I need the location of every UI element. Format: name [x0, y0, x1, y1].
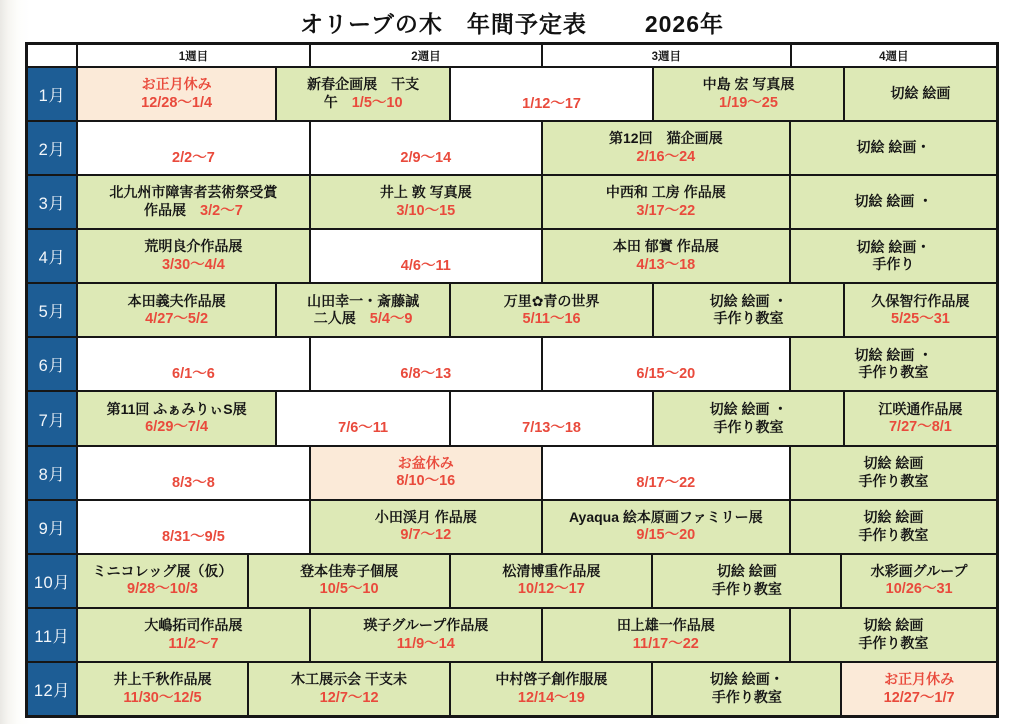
event-date: 10/5～10 [319, 581, 379, 598]
event-title-date-line [324, 94, 403, 112]
event-cell [76, 68, 275, 120]
event-title: Ayaqua 絵本原画ファミリー展 [568, 508, 763, 525]
event-title: 切絵 絵画 ・ [854, 193, 933, 210]
event-title: 手作り [872, 256, 915, 273]
event-date: 5/11～16 [522, 311, 581, 328]
event-date: 10/26～31 [885, 581, 953, 598]
event-cell [449, 284, 652, 336]
event-date: 3/2～7 [200, 202, 243, 219]
event-title: 切絵 絵画・ [709, 671, 784, 688]
event-cell [651, 663, 840, 715]
event-title: ミニコレッグ展（仮） [92, 562, 233, 579]
page-title-year: 2026年 [644, 11, 725, 37]
event-date: 2/2～7 [172, 150, 215, 167]
event-cell [309, 501, 541, 553]
event-title: 手作り教室 [713, 418, 784, 435]
event-title: 手作り教室 [858, 364, 929, 381]
event-title: 手作り教室 [858, 526, 929, 543]
event-cell [541, 230, 789, 282]
event-cell [76, 338, 309, 390]
event-cell [789, 230, 996, 282]
event-cell [789, 338, 996, 390]
event-date: 2/16～24 [636, 148, 696, 165]
event-title: 切絵 絵画 [863, 509, 924, 526]
event-title: 作品展 [144, 201, 187, 218]
event-date: 12/7～12 [319, 689, 379, 706]
event-title: 手作り教室 [858, 634, 929, 651]
week-header-3: 3週目 [541, 45, 790, 66]
event-title: 中村啓子創作服展 [495, 671, 608, 688]
event-cell [449, 68, 652, 120]
event-cell [309, 447, 541, 499]
event-title: 木工展示会 干支未 [291, 671, 408, 688]
event-title: 久保智行作品展 [871, 292, 970, 309]
event-cell [76, 392, 275, 444]
event-cell [247, 555, 449, 607]
event-cell [449, 555, 651, 607]
event-title: 登本佳寿子個展 [300, 562, 399, 579]
month-row [28, 392, 996, 446]
event-title: 手作り教室 [711, 580, 782, 597]
header-corner-cell [28, 45, 76, 66]
event-cell [541, 501, 789, 553]
event-title: 切絵 絵画 [716, 563, 777, 580]
event-title: 切絵 絵画 ・ [709, 292, 788, 309]
event-date: 2/9～14 [400, 150, 452, 167]
event-date: 3/10～15 [396, 202, 456, 219]
event-cell [651, 555, 840, 607]
event-date: 1/5～10 [351, 94, 403, 111]
event-cell [789, 176, 996, 228]
event-cell [843, 284, 996, 336]
month-row [28, 609, 996, 663]
event-cell [247, 663, 449, 715]
event-date: 9/15～20 [636, 527, 696, 544]
month-row [28, 230, 996, 284]
event-title: お正月休み [141, 76, 212, 93]
month-label: 5月 [28, 284, 76, 336]
month-label: 4月 [28, 230, 76, 282]
event-date: 8/17～22 [636, 474, 696, 491]
event-title: 大嶋拓司作品展 [144, 617, 243, 633]
event-cell [309, 122, 541, 174]
page-title-text: オリーブの木 年間予定表 [299, 11, 587, 37]
event-cell [789, 609, 996, 661]
event-title: 井上 敦 写真展 [379, 184, 472, 201]
event-cell [789, 447, 996, 499]
month-label: 10月 [28, 555, 76, 607]
page-title [0, 6, 1024, 39]
event-date: 1/12～17 [522, 95, 581, 112]
event-date: 7/27～8/1 [888, 419, 952, 436]
month-label: 12月 [28, 663, 76, 715]
event-cell [275, 284, 449, 336]
event-date: 8/10～16 [396, 473, 456, 490]
event-date: 11/30～12/5 [123, 689, 202, 706]
month-label: 8月 [28, 447, 76, 499]
event-cell [652, 284, 843, 336]
event-cell [275, 68, 449, 120]
event-title: 手作り教室 [858, 472, 929, 489]
event-date: 3/17～22 [636, 202, 696, 219]
event-date: 12/14～19 [517, 689, 585, 706]
event-title: 松清博重作品展 [502, 562, 601, 579]
event-title: 切絵 絵画 [890, 85, 951, 102]
month-label: 3月 [28, 176, 76, 228]
event-cell [76, 230, 309, 282]
event-date: 1/19～25 [719, 94, 778, 111]
event-date: 4/6～11 [400, 258, 451, 275]
event-cell [840, 555, 996, 607]
month-row [28, 555, 996, 609]
event-title: 田上雄一作品展 [616, 617, 715, 633]
event-title: 江咲通作品展 [878, 400, 963, 417]
event-date: 9/7～12 [400, 527, 452, 544]
event-cell [76, 501, 309, 553]
event-title: 切絵 絵画 [863, 617, 924, 634]
event-cell [76, 447, 309, 499]
event-title: 瑛子グループ作品展 [363, 617, 489, 633]
event-title-date-line [144, 202, 243, 220]
month-label: 7月 [28, 392, 76, 444]
month-label: 6月 [28, 338, 76, 390]
event-date: 7/13～18 [522, 420, 581, 437]
event-cell [789, 501, 996, 553]
event-date: 6/15～20 [636, 366, 696, 383]
event-date: 10/12～17 [517, 581, 585, 598]
event-title: 第12回 猫企画展 [609, 130, 723, 147]
month-label: 9月 [28, 501, 76, 553]
event-cell [789, 122, 996, 174]
event-cell [541, 122, 789, 174]
event-title: 第11回 ふぁみりぃS展 [106, 400, 247, 417]
event-title: 手作り教室 [713, 310, 784, 327]
event-title: 井上千秋作品展 [113, 671, 212, 688]
event-title: お盆休み [397, 454, 454, 471]
event-date: 7/6～11 [338, 420, 389, 437]
event-cell [309, 609, 541, 661]
event-cell [275, 392, 449, 444]
event-title: 切絵 絵画・ [856, 139, 931, 156]
week-header-row [28, 45, 996, 68]
month-row [28, 501, 996, 555]
event-cell [309, 176, 541, 228]
event-title: 切絵 絵画・ [856, 238, 931, 255]
event-cell [840, 663, 996, 715]
event-date: 11/17～22 [632, 635, 699, 652]
event-date: 5/4～9 [369, 311, 413, 328]
event-title: 北九州市障害者芸術祭受賞 [109, 184, 278, 201]
event-title: 小田渓月 作品展 [374, 508, 477, 525]
event-cell [76, 284, 275, 336]
event-cell [541, 338, 789, 390]
event-cell [652, 392, 843, 444]
month-row [28, 338, 996, 392]
month-row [28, 122, 996, 176]
event-title: 本田義夫作品展 [127, 292, 226, 309]
event-date: 4/13～18 [636, 256, 696, 273]
event-date: 12/28～1/4 [141, 94, 213, 111]
event-title: 本田 郁實 作品展 [612, 238, 719, 255]
event-title: 中島 宏 写真展 [702, 76, 795, 93]
event-date: 9/28～10/3 [127, 581, 198, 598]
event-date: 8/31～9/5 [161, 528, 225, 545]
event-cell [76, 122, 309, 174]
event-title: お正月休み [884, 671, 955, 688]
event-title: 山田幸一・斎藤誠 [307, 292, 420, 309]
event-date: 12/27～1/7 [883, 689, 955, 706]
event-date: 8/3～8 [172, 474, 215, 491]
event-cell [309, 338, 541, 390]
event-date: 6/29～7/4 [145, 419, 209, 436]
event-title: 切絵 絵画 [863, 455, 924, 472]
event-cell [652, 68, 843, 120]
month-row [28, 284, 996, 338]
event-title: 水彩画グループ [870, 562, 968, 579]
event-cell [449, 663, 651, 715]
event-date: 4/27～5/2 [145, 311, 209, 328]
event-cell [541, 447, 789, 499]
month-label: 11月 [28, 609, 76, 661]
week-header-2: 2週目 [309, 45, 541, 66]
event-date: 5/25～31 [891, 311, 950, 328]
event-date: 6/8～13 [400, 366, 452, 383]
event-title: 午 [323, 93, 338, 110]
event-title: 二人展 [313, 310, 356, 327]
event-date: 11/9～14 [396, 635, 455, 652]
event-cell [449, 392, 652, 444]
event-title: 新春企画展 干支 [307, 76, 420, 93]
event-cell [843, 68, 996, 120]
month-row [28, 68, 996, 122]
event-cell [843, 392, 996, 444]
event-title: 万里✿青の世界 [503, 292, 600, 309]
event-title: 切絵 絵画 ・ [709, 401, 788, 417]
month-label: 2月 [28, 122, 76, 174]
event-cell [76, 176, 309, 228]
month-label: 1月 [28, 68, 76, 120]
event-title: 手作り教室 [711, 688, 782, 705]
event-cell [76, 663, 247, 715]
schedule-table [25, 42, 999, 718]
event-title: 中西和 工房 作品展 [605, 184, 726, 201]
month-row [28, 447, 996, 501]
event-title: 荒明良介作品展 [144, 238, 243, 255]
event-cell [76, 555, 247, 607]
event-date: 3/30～4/4 [161, 256, 225, 273]
event-cell [76, 609, 309, 661]
event-title-date-line [314, 310, 413, 328]
event-cell [541, 609, 789, 661]
event-title: 切絵 絵画 ・ [854, 346, 933, 363]
week-header-1: 1週目 [76, 45, 309, 66]
event-date: 6/1～6 [172, 366, 215, 383]
week-header-4: 4週目 [790, 45, 996, 66]
month-row [28, 663, 996, 715]
event-date: 11/2～7 [168, 635, 219, 652]
event-cell [309, 230, 541, 282]
month-row [28, 176, 996, 230]
event-cell [541, 176, 789, 228]
